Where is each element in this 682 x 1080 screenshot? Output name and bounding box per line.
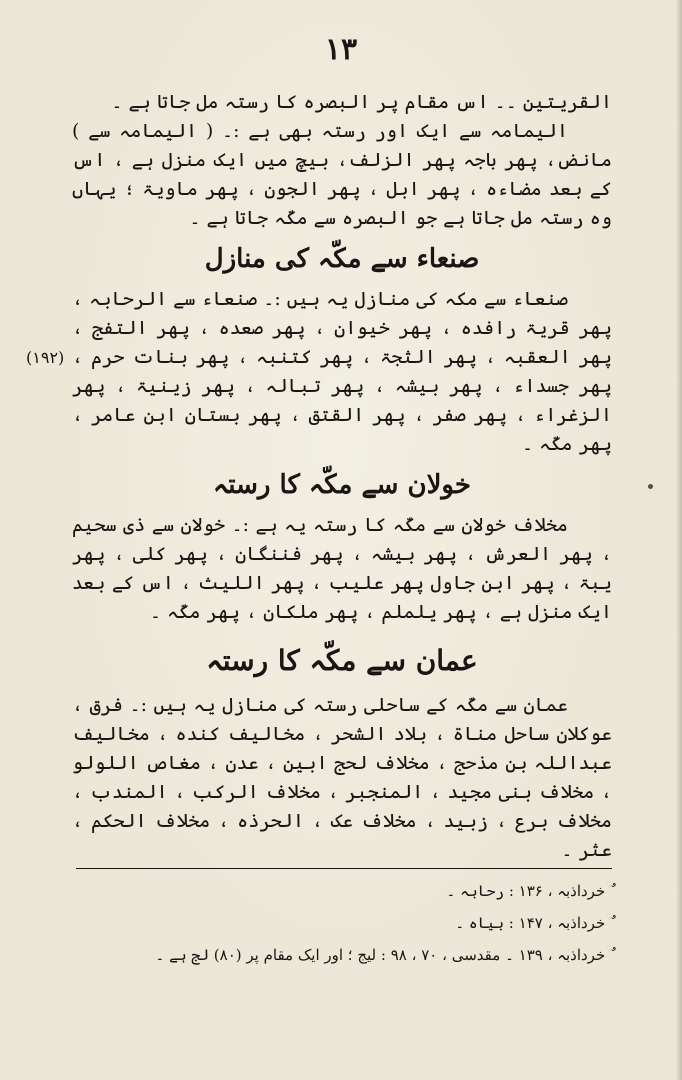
page-number: ۱۳ — [324, 32, 358, 67]
section-oman — [72, 637, 612, 865]
ink-spot — [648, 484, 653, 489]
section-intro — [72, 88, 612, 233]
section-heading: عمان سے مکّہ کا رستہ — [206, 644, 478, 677]
footnote-divider — [76, 868, 612, 869]
section-khawlan — [72, 465, 612, 627]
paragraph: صنعاء سے مکہ کی منازل یہ ہیں :۔ صنعاء سے الرحابہ ، پھر قریۃ رافدہ ، پھر خیوان ، پھر صعدہ ، پھر التفج ، پھر العقبہ ، پھر الثجۃ ، پھر کتنبہ ، پھر بنات حرم ، پھر جسداء ، پھر بیشہ ، پھر تبالہ ، پھر زینیۃ ، پھر الزغراء ، پھر صفر ، پھر القتق ، پھر بستان ابن عامر ، پھر مکّہ ۔ — [72, 288, 612, 455]
paragraph: مخلاف خولان سے مکّہ کا رستہ یہ ہے :۔ خولان سے ذی سحیم ، پھر العرش ، پھر بیشہ ، پھر فننگان ، پھر کلی ، پھر یبۃ ، پھر ابن جاول پھر علیب ، پھر اللیث ، اس کے بعد ایک منزل ہے ، پھر یلملم ، پھر ملکان ، پھر مکّہ ۔ — [72, 514, 612, 623]
section-heading: خولان سے مکّہ کا رستہ — [213, 470, 471, 500]
footnotes — [110, 878, 610, 974]
main-text — [72, 88, 612, 865]
paragraph: الیمامہ سے ایک اور رستہ بھی ہے :۔ ( الیمامہ سے ) مانض، پھر باجہ پھر الزلف، بیچ میں ایک منزل ہے ، اس کے بعد مضاءہ ، پھر ابل ، پھر الجون ، پھر ماویۃ ؛ یہاں وہ رستہ مل جاتا ہے جو البصرہ سے مکّہ جاتا ہے ۔ — [72, 120, 612, 229]
margin-reference: (۱۹۲) — [26, 348, 65, 367]
paragraph: القریتین ۔۔ اس مقام پر البصرہ کا رستہ مل جاتا ہے ۔ — [111, 91, 612, 113]
section-heading: صنعاء سے مکّہ کی منازل — [204, 244, 480, 274]
footnote: ٌ خرداذبہ ، ۱۴۷ : بیاہ ۔ — [455, 914, 610, 932]
page-edge-shadow — [676, 0, 682, 1080]
section-sanaa — [72, 239, 612, 459]
paragraph: عمان سے مکّہ کے ساحلی رستہ کی منازل یہ ہیں :۔ فرق ، عوکلان ساحل مناۃ ، بلاد الشحر ، مخالیف کندہ ، مخالیف عبداللہ بن مذحج ، مخلاف لحج ابین ، عدن ، مغاص اللولو ، مخلاف بنی مجید ، المنجبر ، مخلاف الرکب ، المندب ، مخلاف برع ، زبید ، مخلاف عک ، الحرذہ ، مخلاف الحکم ، عثر ۔ — [72, 694, 612, 861]
footnote: ٌ خرداذبہ ، ۱۳۶ : رحابہ ۔ — [446, 882, 610, 900]
footnote: ٌ خرداذبہ ، ۱۳۹ ۔ مقدسی ، ۷۰ ، ۹۸ : لیج ؛ اور ایک مقام پر (۸۰) لج ہے ۔ — [155, 946, 610, 964]
